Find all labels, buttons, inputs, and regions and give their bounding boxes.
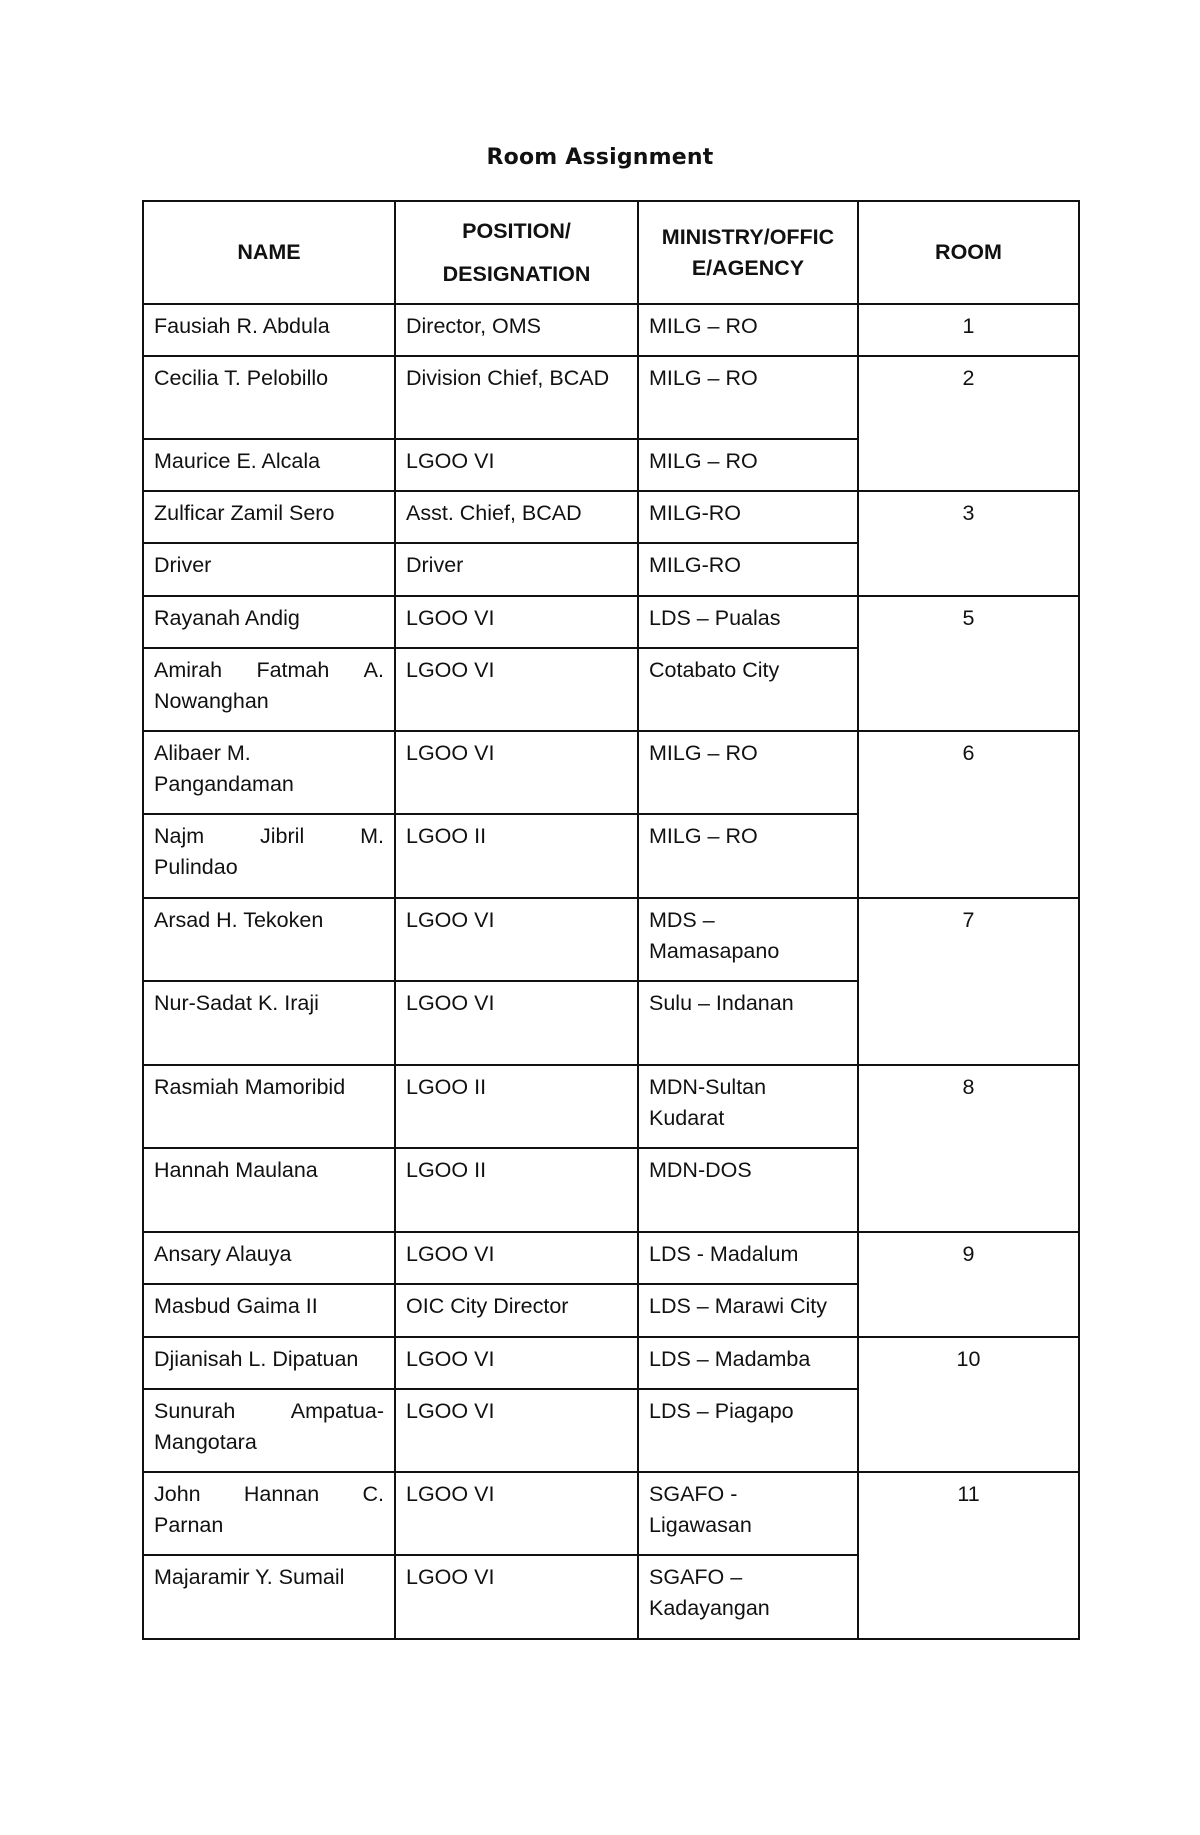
cell-position: LGOO VI	[395, 981, 638, 1065]
cell-ministry: Sulu – Indanan	[638, 981, 858, 1065]
cell-room: 7	[858, 898, 1079, 1065]
cell-ministry: MILG – RO	[638, 731, 858, 814]
cell-name: Fausiah R. Abdula	[143, 304, 395, 356]
cell-ministry: MILG – RO	[638, 356, 858, 439]
cell-room: 11	[858, 1472, 1079, 1639]
table-row	[143, 596, 1079, 648]
header-position	[395, 201, 638, 304]
cell-name: Rayanah Andig	[143, 596, 395, 648]
cell-position: Driver	[395, 543, 638, 596]
name-part: Mangotara	[154, 1430, 257, 1454]
cell-name: Arsad H. Tekoken	[143, 898, 395, 981]
name-part: Najm	[154, 824, 205, 848]
header-ministry-line2: E/AGENCY	[691, 255, 805, 280]
ministry-part: SGAFO –	[649, 1565, 743, 1589]
ministry-part: Ligawasan	[649, 1513, 752, 1537]
cell-name: Masbud Gaima II	[143, 1284, 395, 1337]
cell-name-justified	[154, 821, 384, 852]
cell-name	[143, 648, 395, 731]
cell-position: LGOO VI	[395, 731, 638, 814]
cell-name: Nur-Sadat K. Iraji	[143, 981, 395, 1065]
header-position-line2: DESIGNATION	[442, 261, 591, 286]
cell-ministry: MILG-RO	[638, 491, 858, 543]
cell-position: Division Chief, BCAD	[395, 356, 638, 439]
cell-room: 3	[858, 491, 1079, 596]
name-part: Ampatua-	[290, 1399, 384, 1423]
cell-name	[143, 1389, 395, 1472]
cell-name	[143, 1472, 395, 1555]
cell-name: Djianisah L. Dipatuan	[143, 1337, 395, 1389]
cell-name-justified	[154, 1396, 384, 1427]
room-assignment-table	[142, 200, 1080, 1640]
cell-position: LGOO VI	[395, 596, 638, 648]
cell-position: LGOO VI	[395, 1555, 638, 1639]
cell-ministry: MILG – RO	[638, 439, 858, 491]
cell-room: 1	[858, 304, 1079, 356]
cell-position: LGOO VI	[395, 1337, 638, 1389]
name-part: Jibril	[260, 824, 305, 848]
cell-position: LGOO VI	[395, 1472, 638, 1555]
table-row	[143, 491, 1079, 543]
table-row	[143, 898, 1079, 981]
cell-position: LGOO II	[395, 1148, 638, 1232]
cell-position: LGOO II	[395, 814, 638, 898]
name-part: Nowanghan	[154, 689, 269, 713]
table-row	[143, 731, 1079, 814]
cell-name: Ansary Alauya	[143, 1232, 395, 1284]
cell-room: 9	[858, 1232, 1079, 1337]
table-row	[143, 1065, 1079, 1148]
table-row	[143, 1337, 1079, 1389]
name-part: Parnan	[154, 1513, 224, 1537]
cell-position: LGOO VI	[395, 1232, 638, 1284]
cell-position: LGOO VI	[395, 439, 638, 491]
table-row	[143, 1472, 1079, 1555]
cell-position: LGOO II	[395, 1065, 638, 1148]
cell-ministry	[638, 1555, 858, 1639]
cell-ministry: LDS – Marawi City	[638, 1284, 858, 1337]
name-part: M.	[360, 824, 384, 848]
cell-ministry: LDS – Madamba	[638, 1337, 858, 1389]
cell-name: Rasmiah Mamoribid	[143, 1065, 395, 1148]
cell-name	[143, 814, 395, 898]
cell-name: Majaramir Y. Sumail	[143, 1555, 395, 1639]
ministry-part: Kudarat	[649, 1106, 725, 1130]
ministry-part: MDS –	[649, 908, 715, 932]
page-title: Room Assignment	[486, 145, 714, 170]
cell-name	[143, 731, 395, 814]
name-part: A.	[363, 658, 384, 682]
cell-ministry: MDN-DOS	[638, 1148, 858, 1232]
name-part: Pulindao	[154, 855, 238, 879]
cell-room: 5	[858, 596, 1079, 731]
cell-name-justified	[154, 1479, 384, 1510]
header-ministry	[638, 201, 858, 304]
cell-ministry	[638, 1065, 858, 1148]
cell-room: 2	[858, 356, 1079, 491]
ministry-part: MDN-Sultan	[649, 1075, 767, 1099]
cell-room: 6	[858, 731, 1079, 898]
cell-ministry: MILG-RO	[638, 543, 858, 596]
cell-ministry	[638, 898, 858, 981]
cell-ministry: MILG – RO	[638, 814, 858, 898]
name-part: John	[154, 1482, 201, 1506]
cell-ministry: LDS – Piagapo	[638, 1389, 858, 1472]
name-part: Amirah	[154, 658, 223, 682]
ministry-part: Mamasapano	[649, 939, 780, 963]
name-part: C.	[362, 1482, 384, 1506]
table-header-row	[143, 201, 1079, 304]
table-row	[143, 1232, 1079, 1284]
cell-ministry: Cotabato City	[638, 648, 858, 731]
name-part: Sunurah	[154, 1399, 236, 1423]
cell-name: Cecilia T. Pelobillo	[143, 356, 395, 439]
table-row	[143, 304, 1079, 356]
cell-name-justified	[154, 655, 384, 686]
cell-name: Driver	[143, 543, 395, 596]
cell-name: Zulficar Zamil Sero	[143, 491, 395, 543]
cell-ministry: MILG – RO	[638, 304, 858, 356]
header-ministry-line1: MINISTRY/OFFIC	[661, 224, 835, 249]
ministry-part: SGAFO -	[649, 1482, 738, 1506]
ministry-part: Kadayangan	[649, 1596, 770, 1620]
cell-position: OIC City Director	[395, 1284, 638, 1337]
cell-ministry	[638, 1472, 858, 1555]
cell-name: Maurice E. Alcala	[143, 439, 395, 491]
name-part: Pangandaman	[154, 772, 294, 796]
table-row	[143, 356, 1079, 439]
header-name: NAME	[143, 201, 395, 304]
cell-position: LGOO VI	[395, 648, 638, 731]
cell-ministry: LDS - Madalum	[638, 1232, 858, 1284]
cell-room: 8	[858, 1065, 1079, 1232]
cell-position: LGOO VI	[395, 1389, 638, 1472]
name-part: Fatmah	[256, 658, 330, 682]
name-part: Hannan	[243, 1482, 320, 1506]
header-room: ROOM	[858, 201, 1079, 304]
name-part: Alibaer M.	[154, 741, 251, 765]
cell-position: Director, OMS	[395, 304, 638, 356]
header-position-line1: POSITION/	[462, 218, 571, 243]
cell-position: Asst. Chief, BCAD	[395, 491, 638, 543]
cell-room: 10	[858, 1337, 1079, 1472]
cell-position: LGOO VI	[395, 898, 638, 981]
cell-ministry: LDS – Pualas	[638, 596, 858, 648]
cell-name: Hannah Maulana	[143, 1148, 395, 1232]
